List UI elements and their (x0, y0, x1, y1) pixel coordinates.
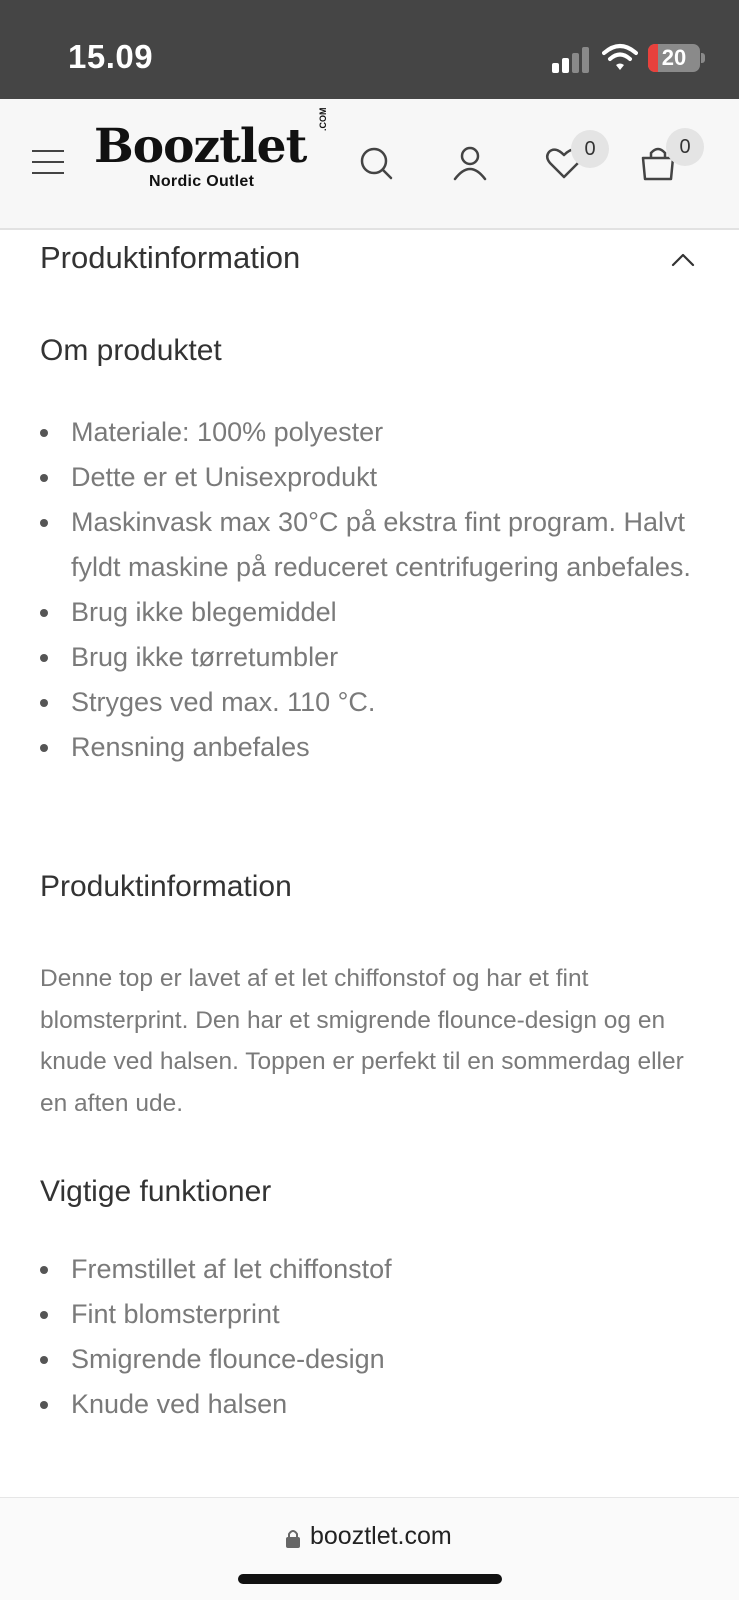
list-item: Knude ved halsen (40, 1382, 700, 1427)
list-item: Brug ikke blegemiddel (40, 590, 700, 635)
home-indicator (238, 1574, 502, 1584)
cart-count-badge: 0 (666, 128, 704, 166)
list-item: Stryges ved max. 110 °C. (40, 680, 700, 725)
booztlet-logo[interactable] (94, 107, 334, 195)
logo-subtitle: Nordic Outlet (149, 173, 255, 190)
wifi-icon (602, 42, 638, 72)
product-info-heading: Produktinformation (40, 870, 292, 903)
features-list (40, 1247, 700, 1427)
chevron-up-icon[interactable] (668, 245, 698, 275)
status-bar (0, 0, 739, 99)
user-icon[interactable] (450, 143, 490, 183)
menu-icon[interactable] (32, 150, 64, 174)
list-item: Dette er et Unisexprodukt (40, 455, 700, 500)
battery-icon (648, 44, 700, 72)
list-item: Brug ikke tørretumbler (40, 635, 700, 680)
list-item: Rensning anbefales (40, 725, 700, 770)
url-text[interactable]: booztlet.com (310, 1522, 452, 1550)
search-icon[interactable] (356, 143, 396, 183)
battery-tip (701, 53, 705, 63)
list-item: Fint blomsterprint (40, 1292, 700, 1337)
list-item: Fremstillet af let chiffonstof (40, 1247, 700, 1292)
browser-url-bar[interactable] (0, 1497, 739, 1600)
wishlist-count-badge: 0 (571, 130, 609, 168)
product-description: Denne top er lavet af et let chiffonstof og har et fint blomsterprint. Den har et smigrende flounce-design og en knude ved halsen. Toppen er perfekt til en sommerdag eller en aften ude. (40, 965, 684, 1117)
features-heading: Vigtige funktioner (40, 1175, 272, 1208)
battery-percent: 20 (661, 45, 687, 70)
lock-icon (285, 1528, 301, 1548)
list-item: Maskinvask max 30°C på ekstra fint program. Halvt fyldt maskine på reduceret centrifugering anbefales. (40, 500, 700, 590)
list-item: Smigrende flounce-design (40, 1337, 700, 1382)
site-header (0, 99, 739, 230)
logo-wordmark: Booztlet (94, 119, 307, 174)
logo-dot-com: .COM (318, 107, 328, 131)
signal-icon (552, 47, 590, 73)
accordion-title[interactable]: Produktinformation (40, 240, 301, 275)
about-heading: Om produktet (40, 334, 222, 367)
list-item: Materiale: 100% polyester (40, 410, 700, 455)
status-time: 15.09 (68, 38, 154, 75)
about-list (40, 410, 700, 770)
